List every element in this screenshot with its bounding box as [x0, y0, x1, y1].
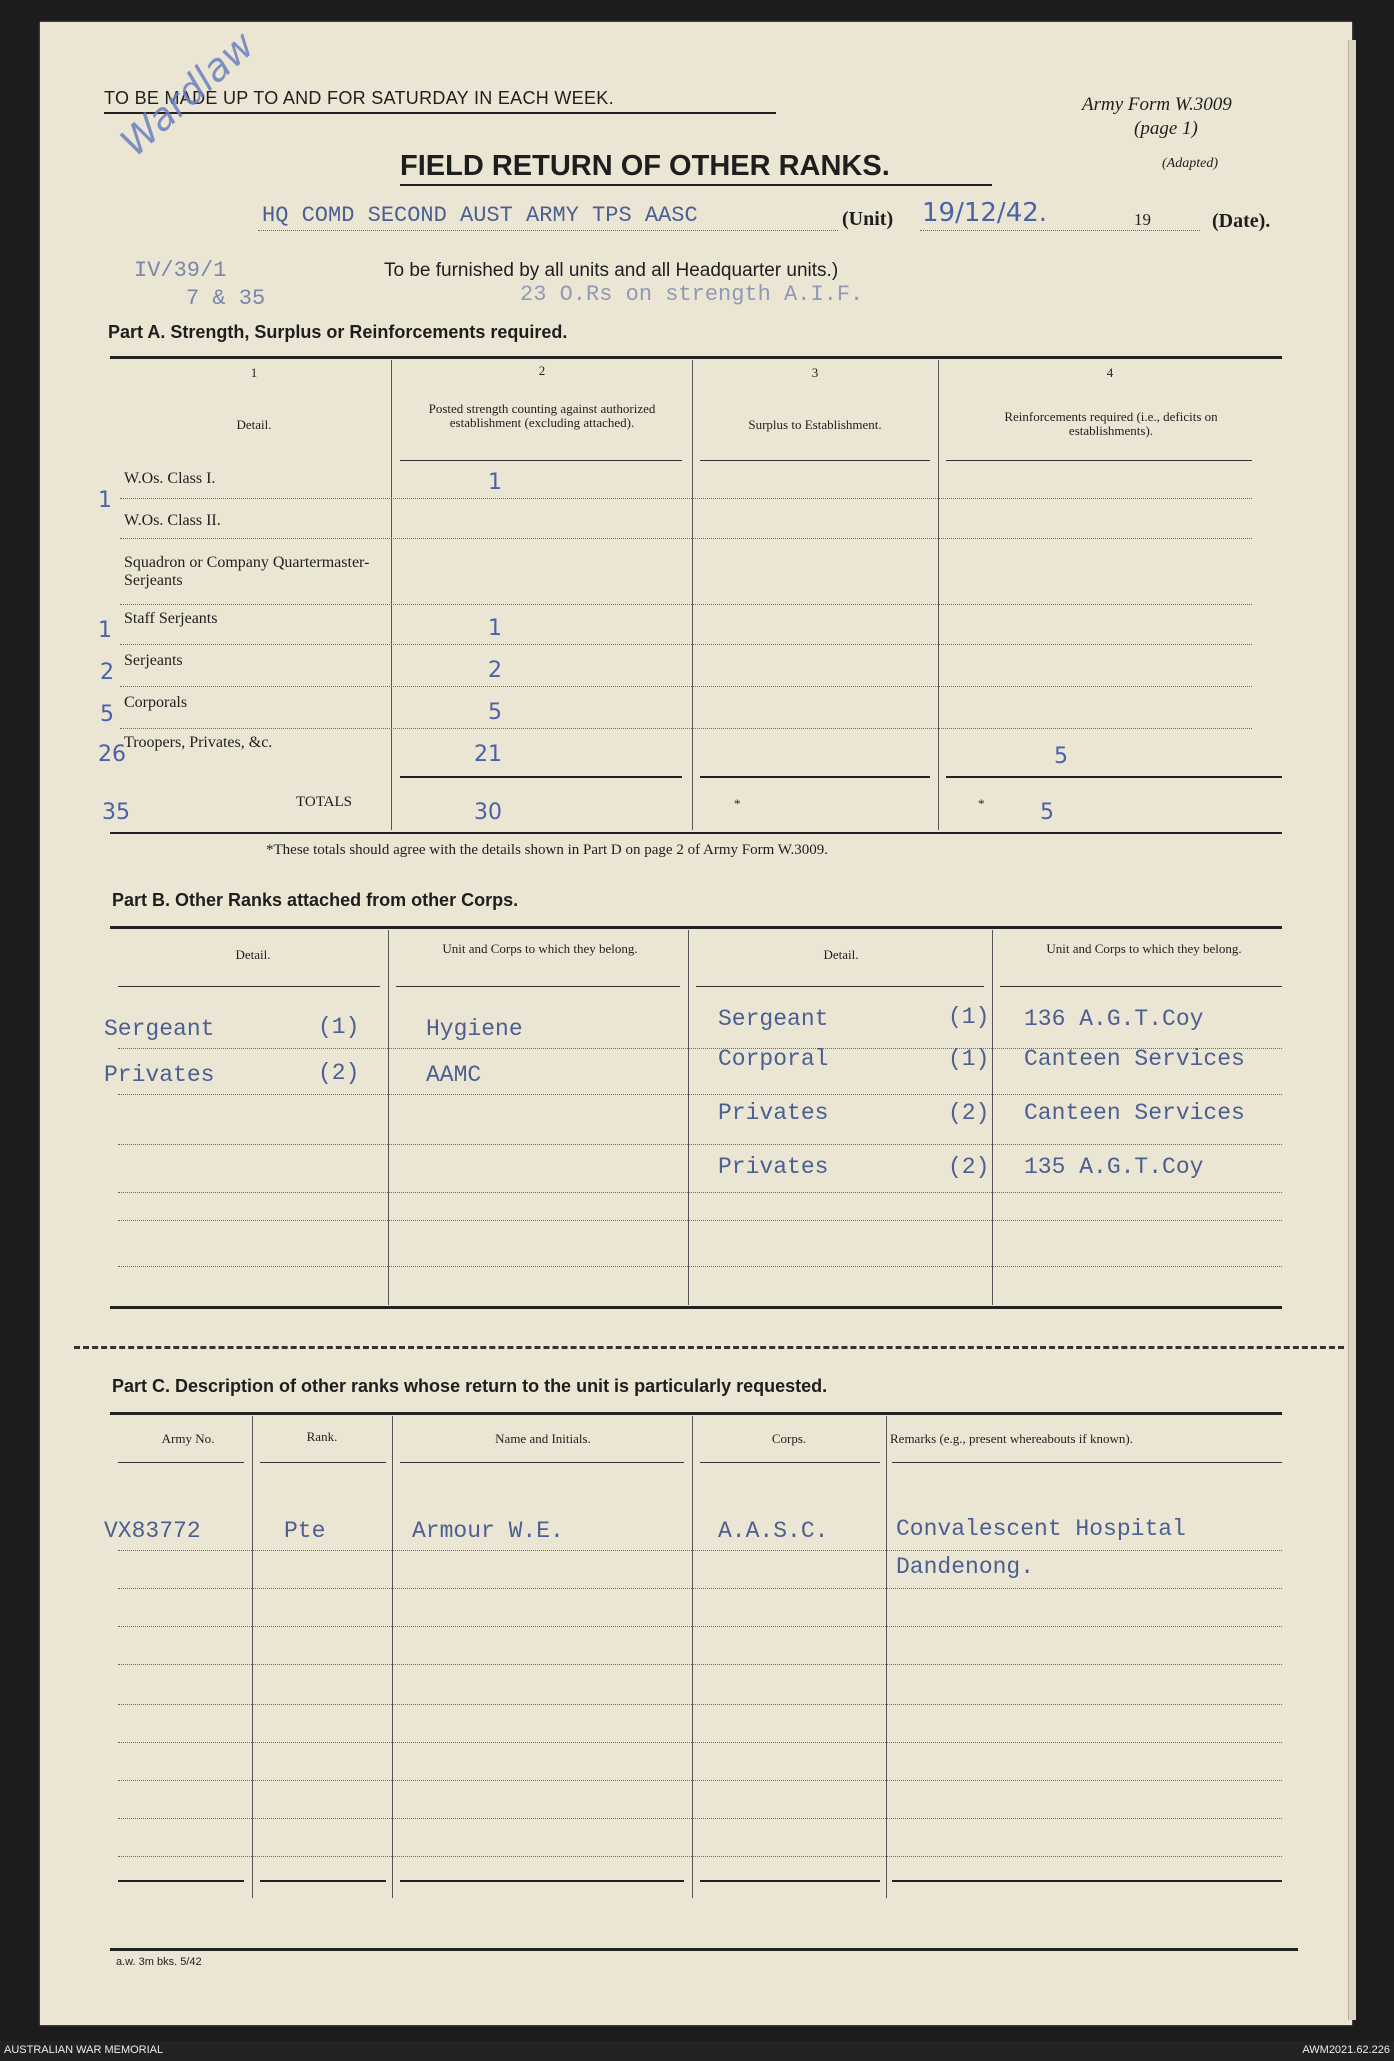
c-col-remarks: Remarks (e.g., present whereabouts if known). [890, 1431, 1133, 1446]
subtotal-rule-2 [400, 776, 682, 778]
posted-cpl: 5 [488, 700, 502, 725]
col-header-surplus: Surplus to Establishment. [748, 417, 882, 432]
totals-posted: 30 [474, 800, 502, 825]
part-c-divider-4 [886, 1416, 887, 1898]
print-code: a.w. 3m bks. 5/42 [116, 1956, 202, 1968]
b-right-count-1: (1) [948, 1004, 990, 1030]
b-right-count-4: (2) [948, 1154, 990, 1180]
reference-sub: 7 & 35 [186, 286, 266, 311]
subtotal-rule-4 [946, 776, 1282, 778]
part-c-divider-1 [252, 1416, 253, 1898]
row-label-staff-sjt: Staff Serjeants [124, 610, 218, 627]
c-col-army-no: Army No. [161, 1431, 215, 1446]
c-total-rule-5 [892, 1880, 1282, 1882]
row-label-pte: Troopers, Privates, &c. [124, 734, 273, 751]
b-header-underline-1 [118, 986, 380, 987]
row-label-wo2: W.Os. Class II. [124, 512, 221, 529]
col-number-2: 2 [538, 363, 546, 378]
handwritten-signature: Wardlaw [112, 22, 263, 165]
part-a-divider-3 [938, 360, 939, 830]
instruction-underline [104, 112, 776, 114]
b-header-underline-3 [696, 986, 984, 987]
part-b-divider-1 [388, 930, 389, 1305]
header-underline-3 [700, 460, 930, 461]
row-line-sjt [120, 686, 1252, 687]
margin-staff-sjt: 1 [98, 618, 112, 643]
c-total-rule-4 [700, 1880, 880, 1882]
c-col-corps: Corps. [771, 1431, 807, 1446]
b-right-unit-2: Canteen Services [1024, 1046, 1245, 1072]
posted-sjt: 2 [488, 658, 502, 683]
archive-footer [0, 2041, 1394, 2061]
totals-reinf: 5 [1040, 800, 1054, 825]
part-b-divider-3 [992, 930, 993, 1305]
c-total-rule-3 [400, 1880, 684, 1882]
margin-cpl: 5 [100, 702, 114, 727]
c-row-line-7 [118, 1780, 1282, 1781]
title-underline [400, 184, 992, 186]
unit-value: HQ COMD SECOND AUST ARMY TPS AASC [262, 203, 698, 228]
posted-wo1: 1 [488, 470, 502, 495]
b-left-rank-2: Privates [104, 1062, 215, 1088]
b-header-underline-4 [1000, 986, 1282, 987]
b-left-unit-2: AAMC [426, 1062, 482, 1088]
part-a-heading: Part A. Strength, Surplus or Reinforcements required. [108, 322, 568, 342]
totals-label: TOTALS [296, 794, 353, 810]
col-number-4: 4 [1106, 365, 1114, 380]
date-value: 19/12/42. [922, 198, 1048, 228]
header-underline-2 [400, 460, 682, 461]
b-left-count-1: (1) [318, 1014, 360, 1040]
c-row-line-9 [118, 1856, 1282, 1857]
furnish-note: To be furnished by all units and all Headquarter units.) [384, 260, 839, 281]
b-row-line-6 [118, 1266, 1282, 1267]
b-right-rank-3: Privates [718, 1100, 829, 1126]
b-left-rank-1: Sergeant [104, 1016, 215, 1042]
perforation-line [74, 1346, 1344, 1349]
date-label: (Date). [1212, 210, 1271, 232]
b-col-unit-right: Unit and Corps to which they belong. [1046, 941, 1242, 956]
adapted-note: (Adapted) [1162, 156, 1218, 171]
unit-label: (Unit) [842, 208, 894, 230]
row-line-cqms [120, 604, 1252, 605]
part-b-top-rule [110, 926, 1282, 929]
totals-footnote: *These totals should agree with the details shown in Part D on page 2 of Army Form W.3009. [266, 842, 829, 858]
part-b-heading: Part B. Other Ranks attached from other Corps. [112, 890, 519, 910]
row-label-wo1: W.Os. Class I. [124, 470, 216, 487]
c-header-underline-4 [700, 1462, 880, 1463]
part-a-divider-1 [391, 360, 392, 830]
b-left-count-2: (2) [318, 1060, 360, 1086]
c-header-underline-5 [892, 1462, 1282, 1463]
part-a-divider-2 [692, 360, 693, 830]
row-label-sjt: Serjeants [124, 652, 183, 669]
unit-dotline [258, 230, 838, 231]
c-row-line-3 [118, 1626, 1282, 1627]
col-number-1: 1 [250, 365, 258, 380]
c-remarks-1b: Dandenong. [896, 1554, 1035, 1580]
col-header-reinforcements: Reinforcements required (i.e., deficits on establishments). [1004, 409, 1218, 438]
c-row-line-6 [118, 1742, 1282, 1743]
c-rank-1: Pte [284, 1518, 326, 1544]
part-c-bottom-rule [110, 1948, 1298, 1951]
c-col-name: Name and Initials. [495, 1431, 591, 1446]
page-indicator: (page 1) [1134, 118, 1198, 139]
b-right-count-3: (2) [948, 1100, 990, 1126]
b-right-unit-4: 135 A.G.T.Coy [1024, 1154, 1204, 1180]
date-dotline [920, 230, 1200, 231]
archive-name: AUSTRALIAN WAR MEMORIAL [4, 2044, 164, 2056]
c-col-rank: Rank. [306, 1429, 338, 1444]
part-c-divider-2 [392, 1416, 393, 1898]
part-c-top-rule [110, 1412, 1282, 1415]
col-header-posted: Posted strength counting against authorized establishment (excluding attached). [428, 401, 656, 430]
reference-number: IV/39/1 [134, 258, 227, 283]
b-row-line-4 [118, 1192, 1282, 1193]
c-header-underline-2 [260, 1462, 386, 1463]
b-row-line-2 [118, 1094, 1282, 1095]
part-b-divider-2 [688, 930, 689, 1305]
part-c-heading: Part C. Description of other ranks whose return to the unit is particularly requested. [112, 1376, 828, 1396]
part-c-divider-3 [692, 1416, 693, 1898]
part-b-bottom-rule [110, 1306, 1282, 1309]
c-total-rule-2 [260, 1880, 386, 1882]
b-left-unit-1: Hygiene [426, 1016, 523, 1042]
form-instruction: TO BE MADE UP TO AND FOR SATURDAY IN EACH WEEK. [104, 88, 614, 108]
sheet-edge [1348, 40, 1356, 2020]
c-name-1: Armour W.E. [412, 1518, 564, 1544]
b-header-underline-2 [396, 986, 680, 987]
row-line-wo2 [120, 538, 1252, 539]
c-remarks-1a: Convalescent Hospital [896, 1516, 1186, 1542]
row-line-cpl [120, 728, 1252, 729]
row-label-cpl: Corporals [124, 694, 188, 711]
totals-surplus-mark: * [734, 796, 741, 811]
c-row-line-1 [118, 1550, 1282, 1551]
b-col-detail-left: Detail. [235, 947, 271, 962]
c-row-line-8 [118, 1818, 1282, 1819]
col-header-detail: Detail. [236, 417, 272, 432]
posted-staff-sjt: 1 [488, 616, 502, 641]
c-row-line-5 [118, 1704, 1282, 1705]
b-right-unit-3: Canteen Services [1024, 1100, 1245, 1126]
b-right-rank-1: Sergeant [718, 1006, 829, 1032]
c-total-rule-1 [118, 1880, 244, 1882]
b-right-unit-1: 136 A.G.T.Coy [1024, 1006, 1204, 1032]
totals-reinf-mark: * [978, 796, 985, 811]
row-line-staff-sjt [120, 644, 1252, 645]
c-header-underline-1 [118, 1462, 244, 1463]
part-a-bottom-rule [110, 832, 1282, 834]
c-row-line-2 [118, 1588, 1282, 1589]
year-prefix: 19 [1134, 210, 1151, 229]
b-right-count-2: (1) [948, 1046, 990, 1072]
c-army-no-1: VX83772 [104, 1518, 201, 1544]
b-col-unit-left: Unit and Corps to which they belong. [442, 941, 638, 956]
b-right-rank-2: Corporal [718, 1046, 829, 1072]
strength-note: 23 O.Rs on strength A.I.F. [520, 282, 864, 307]
b-row-line-3 [118, 1144, 1282, 1145]
form-title: FIELD RETURN OF OTHER RANKS. [400, 150, 890, 182]
b-row-line-5 [118, 1220, 1282, 1221]
c-row-line-4 [118, 1664, 1282, 1665]
form-number: Army Form W.3009 [1082, 94, 1232, 115]
subtotal-rule-3 [700, 776, 930, 778]
col-number-3: 3 [811, 365, 819, 380]
margin-sjt: 2 [100, 660, 114, 685]
c-header-underline-3 [400, 1462, 684, 1463]
b-col-detail-right: Detail. [823, 947, 859, 962]
posted-pte: 21 [474, 742, 502, 767]
header-underline-4 [946, 460, 1252, 461]
b-right-rank-4: Privates [718, 1154, 829, 1180]
row-label-cqms: Squadron or Company Quartermaster-Serjeants [124, 554, 370, 589]
margin-pte: 26 [98, 742, 126, 767]
c-corps-1: A.A.S.C. [718, 1518, 829, 1544]
totals-margin: 35 [102, 800, 130, 825]
reinf-pte: 5 [1054, 744, 1068, 769]
archive-id: AWM2021.62.226 [1302, 2044, 1390, 2056]
margin-wo2: 1 [98, 488, 112, 513]
row-line-wo1 [120, 498, 1252, 499]
part-a-top-rule [110, 356, 1282, 359]
